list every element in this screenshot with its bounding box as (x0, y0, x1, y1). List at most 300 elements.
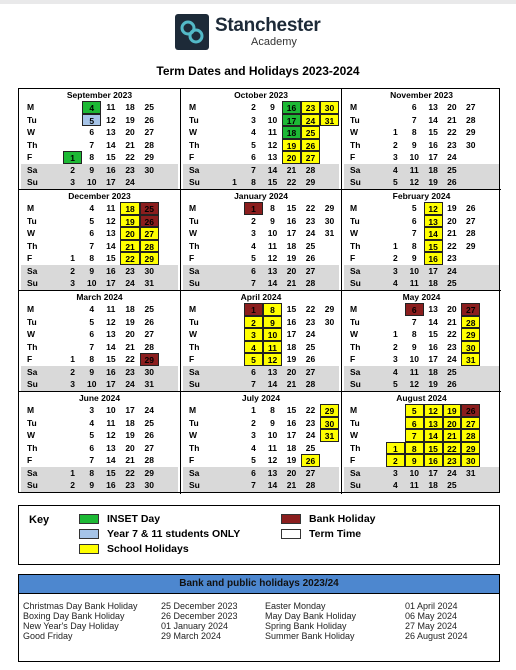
date-cell: 19 (424, 176, 443, 189)
date-cell: 13 (428, 304, 438, 314)
weekday-label: M (350, 405, 358, 415)
date-cell: 15 (424, 442, 443, 455)
date-cell (225, 101, 244, 114)
date-cell (63, 240, 82, 253)
date-cell: 12 (267, 455, 278, 465)
date-cell: 22 (305, 203, 316, 213)
date-cell: 9 (263, 316, 282, 329)
date-cell: 29 (140, 252, 159, 265)
date-cell (461, 265, 480, 278)
date-cell (461, 164, 480, 177)
date-cell: 21 (447, 228, 457, 238)
holiday-name: Spring Bank Holiday (265, 621, 347, 631)
weekday-label: W (350, 329, 359, 339)
date-cell: 1 (63, 151, 82, 164)
holiday-date: 26 August 2024 (405, 631, 468, 641)
weekday-label: Sa (344, 164, 386, 177)
date-cell: 4 (89, 417, 95, 428)
date-cell: 13 (106, 127, 116, 137)
date-cell: 9 (411, 341, 417, 352)
date-cell (63, 126, 82, 139)
date-cell: 4 (386, 366, 405, 379)
date-cell (461, 366, 480, 379)
weekday-label: Su (21, 176, 63, 189)
date-cell (63, 114, 82, 127)
date-cell (320, 328, 339, 341)
date-cell (159, 366, 178, 379)
date-cell: 17 (125, 405, 135, 415)
holiday-date: 01 January 2024 (161, 621, 229, 631)
date-cell: 7 (405, 429, 424, 442)
date-cell: 3 (63, 378, 82, 391)
weekday-label: F (350, 253, 356, 263)
date-cell (159, 378, 178, 391)
date-cell: 22 (447, 127, 457, 137)
date-cell (225, 303, 244, 316)
date-cell: 21 (125, 139, 135, 150)
date-cell: 18 (125, 417, 135, 428)
date-cell: 12 (263, 353, 282, 366)
date-cell (480, 467, 499, 480)
date-cell (159, 252, 178, 265)
month-block (181, 291, 342, 392)
date-cell: 3 (251, 114, 256, 125)
date-cell: 14 (424, 227, 443, 240)
date-cell: 12 (106, 430, 116, 440)
date-cell: 12 (106, 316, 116, 327)
key-label-inset: INSET Day (107, 513, 161, 525)
month-title: April 2024 (240, 292, 282, 302)
month-block (19, 89, 181, 190)
date-cell (480, 101, 499, 114)
key-label-bank-holiday: Bank Holiday (309, 513, 376, 525)
date-cell (480, 303, 499, 316)
weekday-label: F (27, 354, 33, 364)
date-cell: 30 (320, 417, 339, 430)
weekday-label: M (189, 102, 197, 112)
key-item-term-time (281, 528, 361, 540)
date-cell: 23 (120, 164, 139, 177)
weekday-label: Sa (344, 265, 386, 278)
date-cell: 11 (405, 164, 424, 177)
date-cell: 18 (286, 240, 297, 251)
date-cell (225, 366, 244, 379)
date-cell: 6 (405, 417, 424, 430)
date-cell (225, 202, 244, 215)
date-cell: 26 (466, 203, 476, 213)
date-cell: 10 (267, 114, 278, 125)
date-cell: 20 (125, 127, 135, 137)
date-cell (159, 202, 178, 215)
date-cell: 14 (263, 164, 282, 177)
date-cell: 28 (144, 455, 154, 465)
weekday-label: Sa (21, 467, 63, 480)
date-cell: 4 (89, 304, 95, 314)
date-cell: 7 (89, 341, 95, 352)
date-cell: 6 (244, 265, 263, 278)
date-cell (480, 454, 499, 467)
date-cell: 2 (393, 253, 398, 263)
date-cell: 5 (386, 176, 405, 189)
date-cell: 22 (443, 442, 462, 455)
date-cell (480, 277, 499, 290)
weekday-label: Su (344, 479, 386, 492)
month-title: February 2024 (392, 191, 451, 201)
date-cell: 11 (268, 127, 277, 137)
date-cell: 11 (268, 442, 277, 453)
date-cell: 30 (324, 215, 335, 226)
date-cell: 25 (305, 442, 316, 453)
date-cell (159, 442, 178, 455)
month-title: December 2023 (68, 191, 131, 201)
date-cell: 23 (443, 454, 462, 467)
year-calendar (18, 88, 500, 493)
logo-knot-icon (175, 14, 209, 50)
date-cell: 7 (89, 240, 95, 251)
weekday-label: F (350, 455, 356, 465)
holiday-date: 01 April 2024 (405, 601, 458, 611)
date-cell: 8 (89, 152, 95, 162)
date-cell (386, 429, 405, 442)
date-cell (320, 252, 339, 265)
date-cell: 10 (82, 277, 101, 290)
date-cell: 20 (120, 227, 139, 240)
date-cell: 9 (270, 102, 275, 112)
date-cell: 6 (89, 329, 95, 339)
date-cell: 6 (244, 366, 263, 379)
date-cell: 2 (244, 316, 263, 329)
date-cell: 13 (263, 467, 282, 480)
date-cell: 6 (405, 303, 424, 316)
date-cell (461, 277, 480, 290)
date-cell (63, 316, 82, 329)
key-title: Key (29, 514, 50, 526)
date-cell (480, 227, 499, 240)
date-cell: 16 (101, 479, 120, 492)
date-cell: 24 (120, 378, 139, 391)
date-cell: 21 (282, 164, 301, 177)
date-cell: 18 (424, 366, 443, 379)
weekday-label: M (27, 203, 35, 213)
date-cell: 12 (405, 378, 424, 391)
date-cell: 20 (282, 467, 301, 480)
month-block (181, 89, 342, 190)
date-cell (159, 417, 178, 430)
month-title: May 2024 (402, 292, 441, 302)
date-cell: 12 (405, 176, 424, 189)
date-cell: 30 (140, 366, 159, 379)
date-cell: 9 (270, 215, 275, 226)
date-cell (480, 442, 499, 455)
key-label-school-holidays: School Holidays (107, 543, 189, 555)
weekday-label: M (350, 102, 358, 112)
date-cell: 31 (461, 467, 480, 480)
weekday-label: Th (27, 341, 38, 352)
date-cell: 19 (282, 139, 301, 152)
date-cell (159, 240, 178, 253)
month-block (19, 190, 181, 291)
date-cell: 14 (428, 114, 438, 125)
date-cell: 9 (82, 366, 101, 379)
month-title: August 2024 (396, 393, 447, 403)
date-cell: 16 (428, 341, 438, 352)
date-cell: 25 (144, 304, 154, 314)
date-cell: 17 (101, 277, 120, 290)
date-cell (320, 366, 339, 379)
logo-subtitle: Academy (251, 36, 297, 48)
date-cell: 24 (301, 114, 320, 127)
holiday-date: 29 March 2024 (161, 631, 222, 641)
date-cell: 19 (125, 316, 135, 327)
date-cell: 25 (144, 102, 154, 112)
date-cell: 4 (251, 240, 256, 251)
date-cell: 9 (82, 265, 101, 278)
date-cell (225, 328, 244, 341)
date-cell: 6 (89, 228, 95, 238)
date-cell: 11 (106, 417, 116, 428)
date-cell (225, 479, 244, 492)
date-cell: 18 (282, 126, 301, 139)
date-cell: 17 (428, 152, 438, 162)
date-cell (386, 316, 405, 329)
weekday-label: Su (21, 378, 63, 391)
date-cell: 14 (106, 455, 116, 465)
date-cell: 3 (244, 328, 263, 341)
date-cell: 14 (263, 479, 282, 492)
weekday-label: W (350, 228, 359, 238)
date-cell: 31 (324, 228, 335, 238)
date-cell: 7 (89, 139, 95, 150)
date-cell: 13 (106, 329, 116, 339)
date-cell (159, 101, 178, 114)
date-cell: 26 (301, 454, 320, 467)
holiday-name: New Year's Day Holiday (23, 621, 119, 631)
date-cell: 15 (263, 176, 282, 189)
date-cell: 4 (251, 127, 256, 137)
date-cell: 26 (301, 139, 320, 152)
date-cell: 7 (411, 114, 417, 125)
date-cell: 3 (251, 430, 256, 440)
weekday-label: F (189, 354, 195, 364)
date-cell: 1 (70, 354, 75, 364)
date-cell: 5 (411, 203, 417, 213)
weekday-label: W (189, 430, 198, 440)
date-cell: 1 (63, 467, 82, 480)
date-cell: 28 (466, 228, 476, 238)
date-cell (159, 139, 178, 152)
weekday-label: Tu (189, 215, 199, 226)
month-grid (183, 101, 339, 189)
date-cell: 12 (424, 404, 443, 417)
date-cell (225, 404, 244, 417)
date-cell (225, 429, 244, 442)
weekday-label: M (189, 304, 197, 314)
date-cell: 2 (63, 366, 82, 379)
date-cell (320, 442, 339, 455)
weekday-label: M (189, 203, 197, 213)
holiday-name: Easter Monday (265, 601, 326, 611)
weekday-label: Su (21, 479, 63, 492)
date-cell (225, 277, 244, 290)
date-cell: 24 (120, 277, 139, 290)
date-cell: 30 (140, 479, 159, 492)
date-cell: 8 (89, 354, 95, 364)
date-cell: 27 (144, 329, 154, 339)
date-cell: 15 (286, 405, 297, 415)
date-cell: 25 (305, 240, 316, 251)
term-time-swatch (281, 529, 301, 539)
date-cell (63, 429, 82, 442)
date-cell (159, 353, 178, 366)
date-cell: 21 (447, 316, 457, 327)
date-cell (159, 114, 178, 127)
date-cell (480, 417, 499, 430)
date-cell (63, 215, 82, 228)
date-cell: 12 (267, 139, 278, 150)
holiday-dates-left (161, 601, 238, 641)
date-cell (320, 479, 339, 492)
date-cell (63, 328, 82, 341)
date-cell: 4 (251, 442, 256, 453)
weekday-label: M (350, 304, 358, 314)
date-cell: 22 (125, 354, 135, 364)
weekday-label: Tu (350, 215, 360, 226)
date-cell: 11 (405, 366, 424, 379)
date-cell: 24 (120, 176, 139, 189)
date-cell (63, 341, 82, 354)
month-grid (183, 404, 339, 492)
date-cell: 8 (405, 442, 424, 455)
date-cell: 1 (244, 303, 263, 316)
key-label-year7: Year 7 & 11 students ONLY (107, 528, 241, 540)
date-cell (480, 316, 499, 329)
weekday-label: Th (189, 240, 200, 251)
holiday-name: Boxing Day Bank Holiday (23, 611, 125, 621)
date-cell: 24 (305, 329, 316, 339)
date-cell: 16 (286, 316, 297, 327)
date-cell: 10 (82, 176, 101, 189)
date-cell: 15 (106, 152, 116, 162)
date-cell: 11 (106, 102, 116, 112)
date-cell: 14 (263, 277, 282, 290)
date-cell: 6 (411, 102, 417, 112)
key-label-term-time: Term Time (309, 528, 362, 540)
date-cell: 17 (286, 329, 297, 339)
date-cell: 12 (424, 202, 443, 215)
date-cell: 5 (89, 215, 95, 226)
date-cell (159, 151, 178, 164)
date-cell: 18 (125, 102, 135, 112)
weekday-label: Tu (27, 417, 37, 428)
date-cell: 17 (101, 378, 120, 391)
date-cell: 11 (405, 479, 424, 492)
date-cell: 3 (386, 265, 405, 278)
date-cell: 29 (140, 467, 159, 480)
date-cell (461, 252, 480, 265)
date-cell: 6 (244, 467, 263, 480)
date-cell: 26 (144, 316, 154, 327)
date-cell: 27 (301, 265, 320, 278)
date-cell: 22 (305, 405, 316, 415)
date-cell: 27 (140, 227, 159, 240)
date-cell (386, 417, 405, 430)
date-cell: 19 (447, 203, 457, 213)
date-cell: 13 (106, 228, 116, 238)
date-cell (480, 378, 499, 391)
date-cell (159, 126, 178, 139)
date-cell: 10 (106, 405, 116, 415)
date-cell (63, 454, 82, 467)
date-cell (225, 139, 244, 152)
date-cell (159, 479, 178, 492)
date-cell: 26 (144, 114, 154, 125)
date-cell (480, 366, 499, 379)
date-cell: 13 (263, 265, 282, 278)
weekday-label: F (350, 354, 356, 364)
date-cell (225, 353, 244, 366)
date-cell: 30 (140, 265, 159, 278)
date-cell: 28 (466, 114, 476, 125)
date-cell (63, 101, 82, 114)
date-cell: 2 (393, 139, 398, 150)
date-cell: 1 (393, 240, 398, 251)
date-cell: 14 (106, 139, 116, 150)
date-cell: 3 (63, 176, 82, 189)
date-cell (159, 467, 178, 480)
date-cell: 4 (244, 341, 263, 354)
date-cell: 26 (443, 378, 462, 391)
date-cell: 15 (106, 354, 116, 364)
date-cell (461, 479, 480, 492)
date-cell (480, 404, 499, 417)
date-cell (386, 202, 405, 215)
date-cell: 26 (443, 176, 462, 189)
date-cell: 4 (89, 203, 95, 213)
date-cell (159, 454, 178, 467)
date-cell: 5 (244, 353, 263, 366)
month-title: November 2023 (390, 90, 453, 100)
month-block (342, 291, 501, 392)
month-title: March 2024 (76, 292, 123, 302)
weekday-label: Su (183, 378, 225, 391)
date-cell: 12 (267, 253, 278, 263)
date-cell: 20 (282, 265, 301, 278)
date-cell: 20 (282, 151, 301, 164)
date-cell: 23 (447, 253, 457, 263)
weekday-label: Sa (21, 366, 63, 379)
weekday-label: Tu (350, 417, 360, 428)
date-cell: 31 (140, 277, 159, 290)
date-cell: 15 (428, 127, 438, 137)
date-cell (320, 353, 339, 366)
date-cell (320, 277, 339, 290)
date-cell: 29 (301, 176, 320, 189)
weekday-label: Sa (344, 366, 386, 379)
date-cell (386, 227, 405, 240)
date-cell (480, 429, 499, 442)
date-cell: 15 (286, 304, 297, 314)
date-cell: 21 (125, 341, 135, 352)
date-cell: 16 (286, 215, 297, 226)
weekday-label: W (189, 127, 198, 137)
date-cell (159, 303, 178, 316)
date-cell: 17 (424, 467, 443, 480)
date-cell: 10 (267, 430, 278, 440)
date-cell (225, 227, 244, 240)
weekday-label: Sa (183, 467, 225, 480)
date-cell: 25 (140, 202, 159, 215)
date-cell: 24 (305, 430, 316, 440)
